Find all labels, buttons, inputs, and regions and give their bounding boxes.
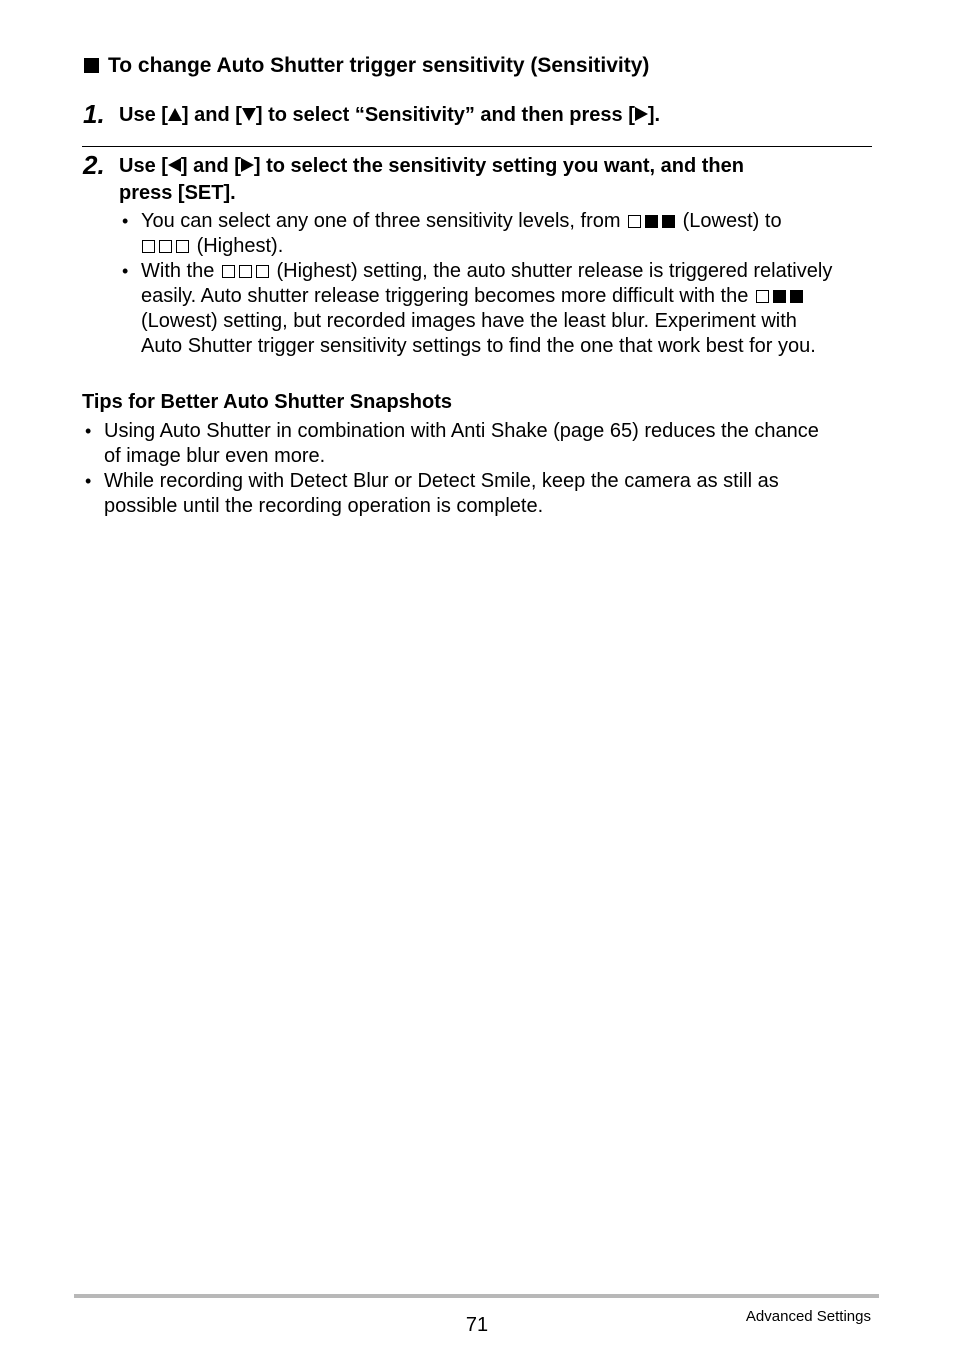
step-1-number: 1. bbox=[83, 99, 105, 129]
step-2-bullet-2: • With the (Highest) setting, the auto shutter release is triggered relatively easily. Auto shutter release triggering becomes more difficult with the (Lowest) setting, but recorded images have the least blur. Experiment with Auto Shutter trigger sensitivity settings to find the one that work best for you. bbox=[122, 260, 833, 357]
up-arrow-icon bbox=[168, 108, 182, 121]
step-2-number: 2. bbox=[83, 150, 105, 180]
sensitivity-highest-icon bbox=[222, 265, 269, 278]
footer-section-name: Advanced Settings bbox=[745, 1308, 871, 1325]
step-2-text: Use [ ] and [ ] to select the sensitivity setting you want, and then press [SET]. bbox=[119, 155, 744, 204]
footer-rule bbox=[74, 1294, 879, 1298]
down-arrow-icon bbox=[242, 108, 256, 121]
section-heading-text: To change Auto Shutter trigger sensitivity (Sensitivity) bbox=[108, 54, 650, 77]
bullet-dot: • bbox=[122, 261, 129, 281]
sensitivity-highest-icon bbox=[142, 240, 189, 253]
bullet-dot: • bbox=[122, 211, 129, 231]
right-arrow-icon bbox=[241, 158, 254, 172]
bullet-dot: • bbox=[85, 421, 92, 441]
left-arrow-icon bbox=[168, 158, 181, 172]
tip-item-1: • Using Auto Shutter in combination with Anti Shake (page 65) reduces the chance of image blur even more. bbox=[85, 420, 819, 467]
square-bullet-icon bbox=[84, 58, 99, 73]
step-1-text: Use [ ] and [ ] to select “Sensitivity” and then press [ ]. bbox=[119, 104, 661, 126]
sensitivity-lowest-icon bbox=[628, 215, 675, 228]
tip-item-2: • While recording with Detect Blur or Detect Smile, keep the camera as still as possible until the recording operation is complete. bbox=[85, 470, 779, 517]
step-2-bullet-1: • You can select any one of three sensitivity levels, from (Lowest) to (Highest). bbox=[122, 210, 782, 257]
page-number: 71 bbox=[465, 1314, 489, 1336]
section-heading bbox=[84, 54, 649, 78]
right-arrow-icon bbox=[635, 107, 648, 121]
tips-title: Tips for Better Auto Shutter Snapshots bbox=[82, 391, 453, 413]
bullet-dot: • bbox=[85, 471, 92, 491]
step-divider bbox=[82, 146, 872, 147]
sensitivity-lowest-icon bbox=[756, 290, 803, 303]
